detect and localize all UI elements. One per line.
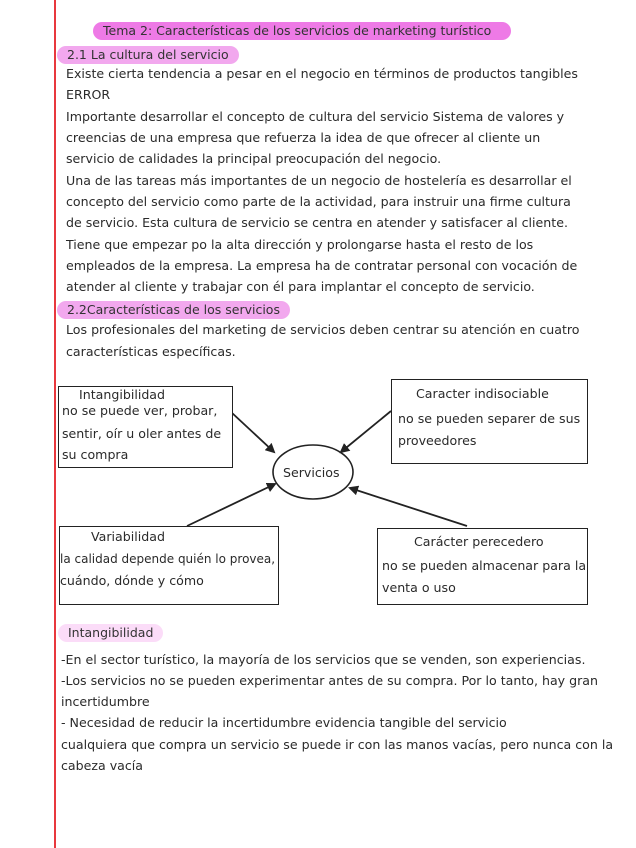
box-text: la calidad depende quién lo provea, xyxy=(60,552,276,566)
section-heading-cultura: 2.1 La cultura del servicio xyxy=(57,46,239,64)
section-heading-intangibilidad: Intangibilidad xyxy=(58,624,163,642)
paragraph-line: empleados de la empresa. La empresa ha de contratar personal con vocación de xyxy=(66,258,578,273)
arrow-indisociable xyxy=(341,411,391,452)
box-text: su compra xyxy=(62,447,129,462)
box-text: sentir, oír u oler antes de xyxy=(62,426,222,441)
paragraph-line: servicio de calidades la principal preocupación del negocio. xyxy=(66,151,442,166)
paragraph-line: Una de las tareas más importantes de un negocio de hostelería es desarrollar el xyxy=(66,173,572,188)
paragraph-line: Existe cierta tendencia a pesar en el negocio en términos de productos tangibles xyxy=(66,66,578,81)
box-title-variabilidad: Variabilidad xyxy=(91,529,165,544)
paragraph-line: cabeza vacía xyxy=(61,758,144,773)
paragraph-line: Tiene que empezar po la alta dirección y prolongarse hasta el resto de los xyxy=(66,237,534,252)
section-heading-caracteristicas: 2.2Características de los servicios xyxy=(57,301,290,319)
paragraph-line: incertidumbre xyxy=(61,694,150,709)
paragraph-line: -Los servicios no se pueden experimentar antes de su compra. Por lo tanto, hay gran xyxy=(61,673,599,688)
paragraph-line: características específicas. xyxy=(66,344,236,359)
box-title-perecedero: Carácter perecedero xyxy=(414,534,544,549)
box-text: proveedores xyxy=(398,433,477,448)
paragraph-line: Importante desarrollar el concepto de cultura del servicio Sistema de valores y xyxy=(66,109,565,124)
paragraph-line: cualquiera que compra un servicio se puede ir con las manos vacías, pero nunca con la xyxy=(61,737,614,752)
box-text: no se pueden separer de sus xyxy=(398,411,581,426)
paragraph-line: Los profesionales del marketing de servicios deben centrar su atención en cuatro xyxy=(66,322,580,337)
paragraph-line: de servicio. Esta cultura de servicio se centra en atender y satisfacer al cliente. xyxy=(66,215,568,230)
center-label: Servicios xyxy=(283,465,340,480)
paragraph-line: -En el sector turístico, la mayoría de los servicios que se venden, son experiencias. xyxy=(61,652,586,667)
box-text: no se pueden almacenar para la xyxy=(382,558,587,573)
page-title: Tema 2: Características de los servicios de marketing turístico xyxy=(93,22,511,40)
box-text: no se puede ver, probar, xyxy=(62,403,218,418)
paragraph-line: - Necesidad de reducir la incertidumbre evidencia tangible del servicio xyxy=(61,715,507,730)
box-text: cuándo, dónde y cómo xyxy=(60,573,204,588)
box-title-indisociable: Caracter indisociable xyxy=(416,386,549,401)
arrow-perecedero xyxy=(350,488,467,526)
paragraph-line: creencias de una empresa que refuerza la idea de que ofrecer al cliente un xyxy=(66,130,541,145)
arrow-intangibilidad xyxy=(231,412,274,452)
box-text: venta o uso xyxy=(382,580,456,595)
paragraph-line: atender al cliente y trabajar con él para implantar el concepto de servicio. xyxy=(66,279,535,294)
paragraph-line: concepto del servicio como parte de la actividad, para instruir una firme cultura xyxy=(66,194,571,209)
paragraph-line: ERROR xyxy=(66,87,111,102)
box-title-intangibilidad: Intangibilidad xyxy=(79,387,166,402)
arrow-variabilidad xyxy=(187,484,275,526)
